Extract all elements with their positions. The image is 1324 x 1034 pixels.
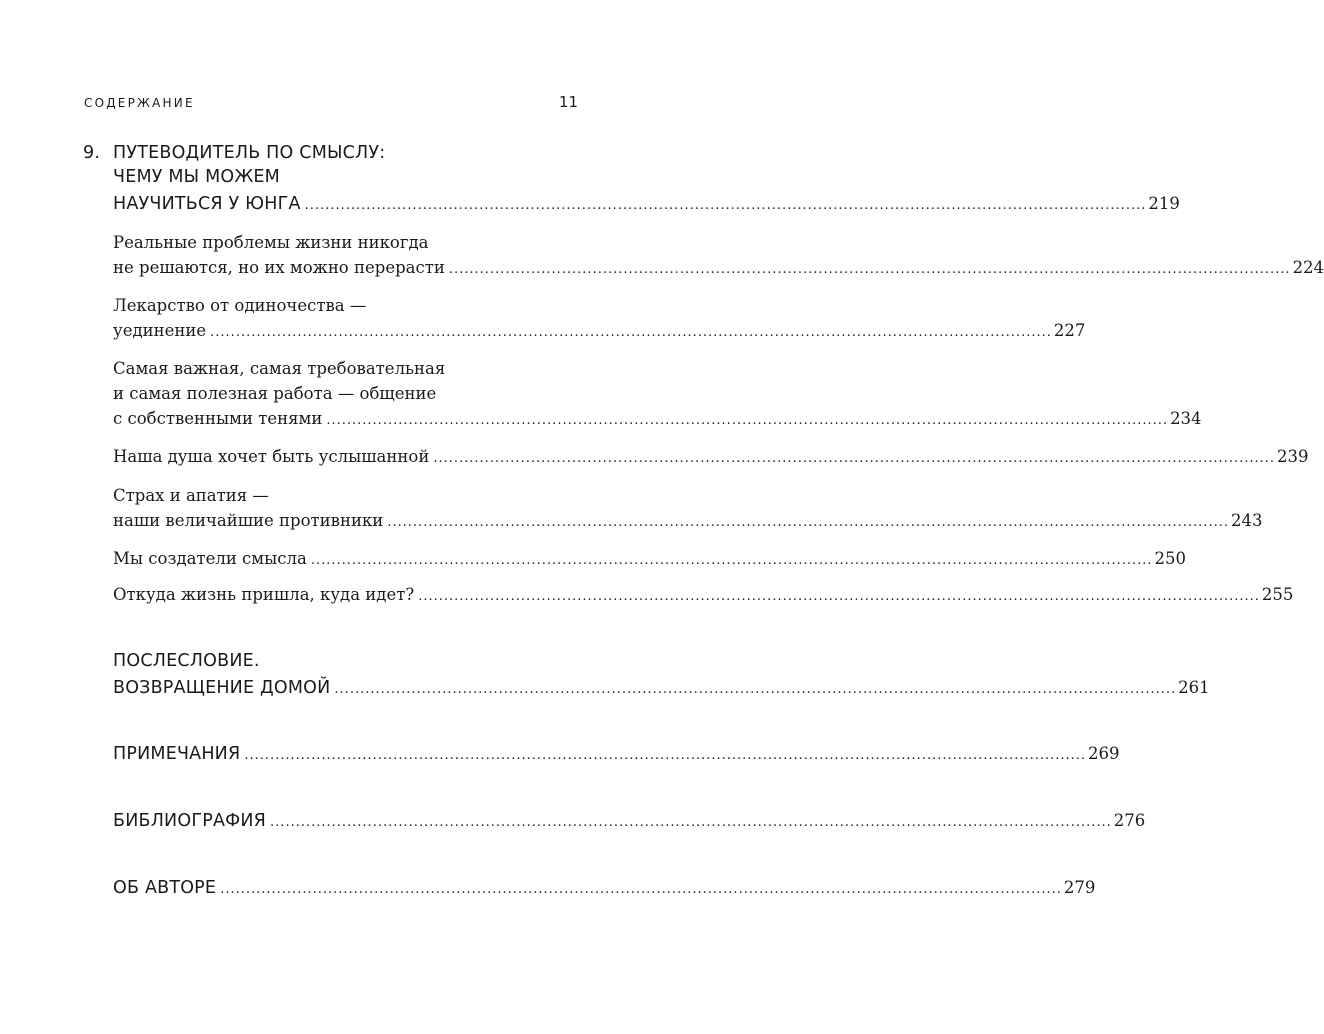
toc-page-number: 234 xyxy=(1170,409,1202,428)
toc-page-number: 243 xyxy=(1230,511,1263,530)
chapter-title-line: ЧЕМУ МЫ МОЖЕМ xyxy=(113,167,280,187)
backmatter-entry[interactable] xyxy=(113,742,1120,766)
running-head: СОДЕРЖАНИЕ xyxy=(84,96,195,110)
backmatter-title-line: ПРИМЕЧАНИЯ xyxy=(113,744,241,764)
section-title-line: Наша душа хочет быть услышанной xyxy=(113,447,430,466)
chapter-title-line: ПУТЕВОДИТЕЛЬ ПО СМЫСЛУ: xyxy=(113,143,386,163)
dot-leader: .................................................................................................................................................................... xyxy=(387,515,1229,530)
chapter-number: 9. xyxy=(83,143,101,163)
dot-leader: .................................................................................................................................................................... xyxy=(310,553,1153,568)
section-entry[interactable] xyxy=(113,547,1187,571)
dot-leader: .................................................................................................................................................................... xyxy=(304,198,1147,213)
toc-page-number: 227 xyxy=(1053,321,1086,340)
backmatter-title-line: ВОЗВРАЩЕНИЕ ДОМОЙ xyxy=(113,678,331,698)
section-entry[interactable] xyxy=(113,509,1263,533)
section-title-line: Страх и апатия — xyxy=(113,486,269,505)
section-title-line: Откуда жизнь пришла, куда идет? xyxy=(113,585,415,604)
backmatter-title-line: ОБ АВТОРЕ xyxy=(113,878,217,898)
section-entry[interactable] xyxy=(113,256,1324,280)
dot-leader: .................................................................................................................................................................... xyxy=(244,748,1087,763)
backmatter-entry[interactable] xyxy=(113,809,1146,833)
backmatter-entry[interactable] xyxy=(113,876,1096,900)
dot-leader: .................................................................................................................................................................... xyxy=(448,262,1291,277)
dot-leader: .................................................................................................................................................................... xyxy=(334,682,1177,697)
dot-leader: .................................................................................................................................................................... xyxy=(326,413,1169,428)
section-entry[interactable] xyxy=(113,407,1202,431)
section-title-line: наши величайшие противники xyxy=(113,511,384,530)
section-title-line: Самая важная, самая требовательная xyxy=(113,359,446,378)
backmatter-entry[interactable] xyxy=(113,676,1210,700)
toc-page-number: 239 xyxy=(1277,447,1309,466)
section-entry[interactable] xyxy=(113,319,1086,343)
toc-page-number: 250 xyxy=(1154,549,1187,568)
toc-page-number: 255 xyxy=(1261,585,1294,604)
section-title-line: Мы создатели смысла xyxy=(113,549,307,568)
chapter-title-line: НАУЧИТЬСЯ У ЮНГА xyxy=(113,194,301,214)
backmatter-title-line: БИБЛИОГРАФИЯ xyxy=(113,811,267,831)
toc-page-number: 279 xyxy=(1063,878,1096,897)
section-title-line: Реальные проблемы жизни никогда xyxy=(113,233,429,252)
dot-leader: .................................................................................................................................................................... xyxy=(418,589,1260,604)
toc-page-number: 224 xyxy=(1292,258,1324,277)
section-title-line: и самая полезная работа — общение xyxy=(113,384,437,403)
section-title-line: с собственными тенями xyxy=(113,409,323,428)
chapter-entry[interactable] xyxy=(113,192,1180,216)
section-entry[interactable] xyxy=(113,445,1309,469)
toc-page-number: 219 xyxy=(1148,194,1180,213)
page-number: 11 xyxy=(558,93,578,111)
toc-page-number: 276 xyxy=(1113,811,1146,830)
section-entry[interactable] xyxy=(113,583,1294,607)
toc-page-number: 269 xyxy=(1088,744,1120,763)
backmatter-title-line: ПОСЛЕСЛОВИЕ. xyxy=(113,651,260,671)
section-title-line: уединение xyxy=(113,321,207,340)
dot-leader: .................................................................................................................................................................... xyxy=(433,451,1276,466)
section-title-line: не решаются, но их можно перерасти xyxy=(113,258,445,277)
dot-leader: .................................................................................................................................................................... xyxy=(220,882,1062,897)
dot-leader: .................................................................................................................................................................... xyxy=(270,815,1112,830)
dot-leader: .................................................................................................................................................................... xyxy=(210,325,1052,340)
section-title-line: Лекарство от одиночества — xyxy=(113,296,367,315)
toc-page-number: 261 xyxy=(1178,678,1210,697)
